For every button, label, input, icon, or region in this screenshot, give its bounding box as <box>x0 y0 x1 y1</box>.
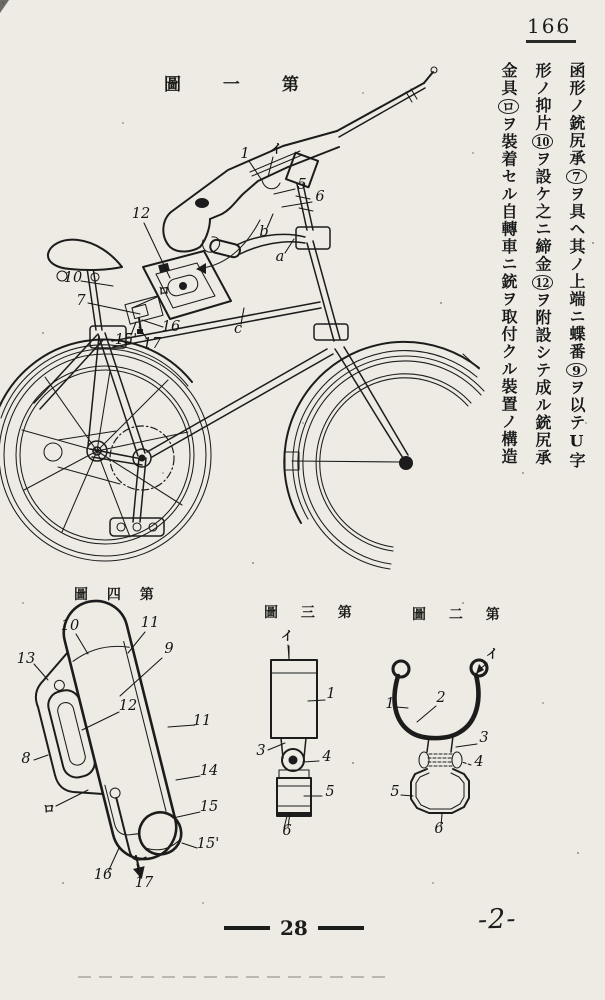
handwritten-sheet-number: -2- <box>477 903 517 936</box>
part-label: a <box>275 249 285 265</box>
figure-1-bicycle-with-rifle <box>0 67 484 569</box>
leader-line <box>173 812 200 818</box>
leader-line <box>456 744 477 747</box>
leader-line <box>308 700 325 701</box>
case-flap <box>27 652 103 804</box>
part-label: 5 <box>297 177 307 193</box>
part-label: 16 <box>93 867 113 883</box>
footer-rule-right <box>318 926 364 930</box>
saddle <box>48 240 122 330</box>
part-label: 6 <box>434 821 444 837</box>
description-text-run: ヲ設ケ之ニ締金 <box>533 150 552 273</box>
part-label: 12 <box>118 698 138 714</box>
part-label: 4 <box>474 754 484 770</box>
description-text-run: 函形ノ銃尻承 <box>567 62 586 167</box>
part-label: ロ <box>157 283 171 298</box>
boxed-part-ref: 12 <box>532 275 553 290</box>
part-label: c <box>233 321 243 337</box>
part-label: 3 <box>256 743 266 759</box>
lower-socket <box>277 778 311 816</box>
part-label: 15 <box>199 799 219 815</box>
leader-line <box>81 281 113 286</box>
part-label: 6 <box>315 189 325 205</box>
leader-line <box>417 706 436 722</box>
leader-line <box>34 755 48 760</box>
part-label: 5 <box>390 784 400 800</box>
case-body <box>57 594 183 866</box>
description-text-run: 形ノ抑片 <box>533 62 552 132</box>
part-label: 17 <box>134 875 154 891</box>
part-label: 7 <box>76 293 86 309</box>
part-label: イ <box>269 141 283 156</box>
boxed-part-ref: 7 <box>566 169 587 184</box>
part-label: 3 <box>479 730 489 746</box>
bolt-ear <box>452 752 462 768</box>
boxed-part-ref: 10 <box>532 134 553 149</box>
part-label: 11 <box>192 713 212 729</box>
bolt-ear <box>419 752 429 768</box>
leader-line <box>274 189 295 194</box>
crank-and-chain <box>44 426 174 536</box>
part-label: 15' <box>196 836 220 852</box>
leader-line <box>249 161 261 179</box>
roller <box>135 808 186 859</box>
part-label: 17 <box>142 336 162 352</box>
part-label: 1 <box>385 696 395 712</box>
part-label: 11 <box>140 615 160 631</box>
boxed-part-ref: ロ <box>498 99 519 114</box>
leader-line <box>396 707 408 708</box>
part-label: 1 <box>326 686 336 702</box>
description-text-run: ヲ以テU字 <box>567 379 586 470</box>
part-label: 10 <box>60 618 80 634</box>
footer-page-number: 28 <box>280 916 308 940</box>
part-label: イ <box>485 646 499 661</box>
figure-2-u-clamp <box>385 646 498 837</box>
figure-4-caption: 圖 四 第 <box>74 587 161 603</box>
part-label: 8 <box>21 751 31 767</box>
left-curl <box>393 661 409 677</box>
leader-line <box>303 761 319 762</box>
rifle <box>163 67 437 252</box>
description-text-run: ヲ裝着セル自轉車ニ銃ヲ取付クル裝置ノ構造 <box>499 115 518 466</box>
part-label: 4 <box>322 749 332 765</box>
leader-line <box>120 658 162 696</box>
leader-line <box>176 776 200 780</box>
handlebar <box>209 234 305 258</box>
page-number: 166 <box>527 14 572 38</box>
page-footer <box>224 916 364 940</box>
leader-line <box>144 223 170 278</box>
mount-frame <box>411 769 469 813</box>
hook <box>116 795 145 862</box>
part-label: 16 <box>161 319 181 335</box>
leader-line <box>76 634 88 654</box>
rear-fender <box>0 340 192 415</box>
part-label: 1 <box>240 146 250 162</box>
leader-line <box>132 297 157 308</box>
part-label: 12 <box>131 206 151 222</box>
front-wheel <box>284 342 484 569</box>
description-text-run: ヲ附設シテ成ル銃尻承 <box>533 291 552 467</box>
part-label: イ <box>280 628 294 643</box>
scan-artifact-line <box>78 976 393 978</box>
part-label: 10 <box>63 270 83 286</box>
description-text-run: ヲ具ヘ其ノ上端ニ蝶番 <box>567 185 586 361</box>
part-label: 6 <box>282 823 292 839</box>
boxed-part-ref: 9 <box>566 363 587 378</box>
figure-1-caption: 圖 一 第 <box>164 75 317 95</box>
upper-socket <box>271 660 317 738</box>
leader-line <box>82 712 119 730</box>
footer-rule-left <box>224 926 270 930</box>
leader-line <box>34 664 48 680</box>
u-spring <box>395 675 479 738</box>
part-label: 2 <box>436 690 446 706</box>
part-label: b <box>259 224 269 240</box>
figure-3-caption: 圖 三 第 <box>264 605 361 621</box>
handlebar-grip <box>209 239 241 259</box>
part-label: 15' <box>114 332 138 348</box>
description-text-run: 金具 <box>499 62 518 97</box>
part-label: 5 <box>325 784 335 800</box>
leader-line <box>168 725 195 727</box>
leader-line <box>142 320 163 327</box>
part-label: 14 <box>199 763 219 779</box>
leader-line <box>182 843 197 848</box>
part-label: ロ <box>42 801 56 816</box>
leader-line <box>462 762 471 765</box>
rear-wheel <box>0 340 211 561</box>
part-label: 9 <box>164 641 174 657</box>
fork <box>335 349 403 458</box>
figure-4-butt-case <box>16 593 219 893</box>
bolt-knob <box>195 198 209 208</box>
part-label: 13 <box>16 651 36 667</box>
bottom-plate <box>105 780 138 838</box>
figure-2-caption: 圖 二 第 <box>412 607 509 623</box>
front-fender <box>284 342 479 523</box>
figure-3-pivot-unit <box>256 628 335 839</box>
